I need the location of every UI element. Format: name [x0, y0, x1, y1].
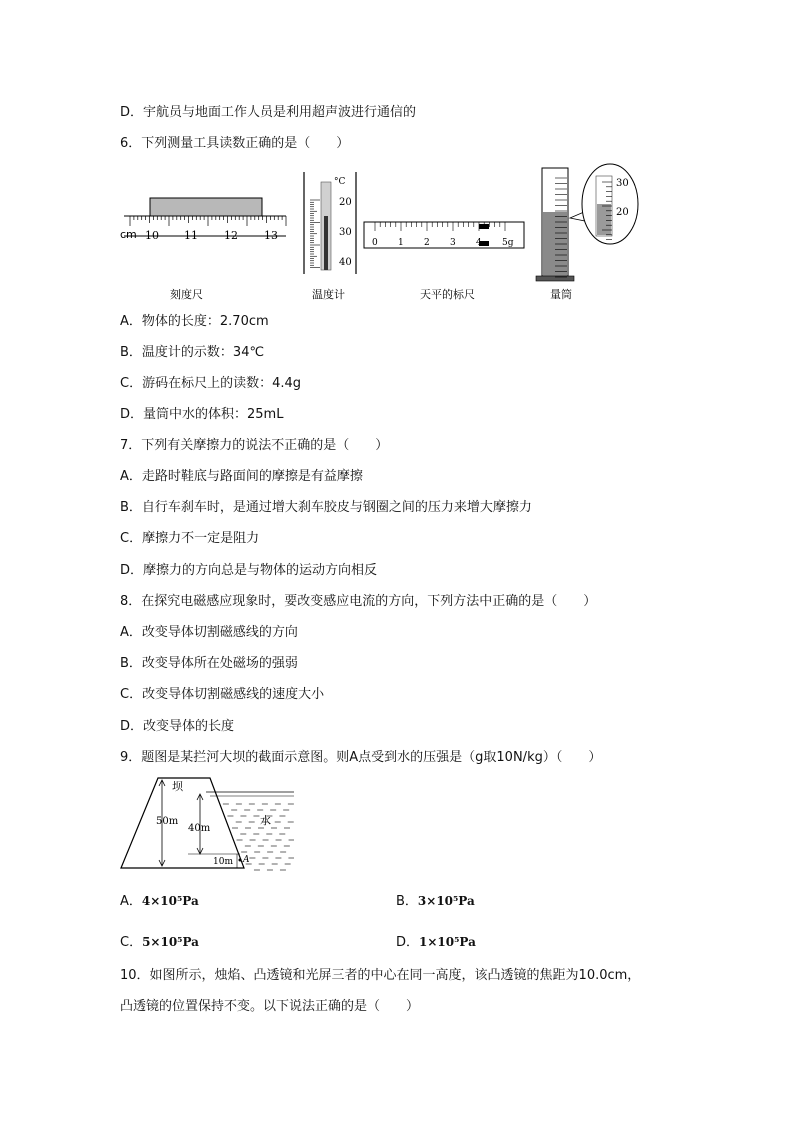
q9-option-d [396, 933, 476, 952]
q8-option-b: B．改变导体所在处磁场的强弱 [120, 656, 298, 671]
q5-option-d: D．宇航员与地面工作人员是利用超声波进行通信的 [120, 105, 417, 120]
ruler-caption: 刻度尺 [170, 288, 203, 301]
q6-option-b: B．温度计的示数：34℃ [120, 345, 265, 360]
q10-stem-line2: 凸透镜的位置保持不变。以下说法正确的是（ ） [120, 999, 420, 1014]
dam-label: 坝 [172, 780, 183, 793]
q9-option-b-value: 3×10⁵Pa [417, 894, 475, 908]
point-height-label: 10m [213, 857, 233, 867]
thermometer-caption: 温度计 [312, 288, 345, 301]
cylinder-zoom-tick-label: 30 [616, 178, 629, 189]
q9-option-a-value: 4×10⁵Pa [141, 894, 199, 908]
balance-scale-figure [364, 222, 524, 301]
water-depth-label: 40m [188, 823, 211, 834]
thermometer-tick-label: 20 [339, 197, 352, 208]
ruler-unit: cm [120, 228, 137, 241]
q7-option-c: C．摩擦力不一定是阻力 [120, 531, 260, 546]
ruler-tick-label: 10 [145, 229, 159, 242]
ruler-tick-label: 13 [264, 229, 278, 242]
cylinder-figure [536, 164, 638, 301]
q10-stem-line1: 10．如图所示，烛焰、凸透镜和光屏三者的中心在同一高度，该凸透镜的焦距为10.0cm， [120, 968, 641, 983]
q7-stem: 7．下列有关摩擦力的说法不正确的是（ ） [120, 438, 389, 453]
q8-option-a: A．改变导体切割磁感线的方向 [120, 625, 298, 640]
water-label: 水 [260, 814, 271, 827]
q8-option-c: C．改变导体切割磁感线的速度大小 [120, 687, 325, 702]
q9-option-a [120, 892, 199, 911]
ruler-tick-label: 12 [224, 229, 238, 242]
scale-tick-label: 3 [450, 238, 456, 248]
q8-option-d: D．改变导体的长度 [120, 719, 235, 734]
q7-option-d: D．摩擦力的方向总是与物体的运动方向相反 [120, 563, 378, 578]
point-a-label: A [243, 855, 250, 865]
q6-figure [118, 160, 678, 310]
scale-caption: 天平的标尺 [420, 288, 475, 301]
q7-option-b: B．自行车刹车时，是通过增大刹车胶皮与钢圈之间的压力来增大摩擦力 [120, 500, 532, 515]
cylinder-zoom-tick-label: 20 [616, 207, 629, 218]
q9-option-b [396, 892, 475, 911]
scale-tick-label: 5g [502, 238, 514, 248]
q9-stem: 9．题图是某拦河大坝的截面示意图。则A点受到水的压强是（g取10N/kg）（ ） [120, 750, 602, 765]
thermometer-tick-label: 40 [339, 257, 352, 268]
dam-figure [118, 774, 308, 874]
thermometer-tick-label: 30 [339, 227, 352, 238]
q6-stem: 6．下列测量工具读数正确的是（ ） [120, 136, 350, 151]
q7-option-a: A．走路时鞋底与路面间的摩擦是有益摩擦 [120, 469, 363, 484]
q9-option-c [120, 933, 199, 952]
ruler-tick-label: 11 [184, 229, 198, 242]
q9-option-d-value: 1×10⁵Pa [419, 935, 476, 949]
q9-option-d-letter: D． [396, 935, 420, 950]
dam-height-label: 50m [156, 816, 179, 827]
cylinder-caption: 量筒 [550, 288, 572, 301]
scale-tick-label: 2 [424, 238, 430, 248]
q6-option-c: C．游码在标尺上的读数：4.4g [120, 376, 302, 391]
ruler-figure [120, 198, 286, 301]
q6-option-d: D．量筒中水的体积：25mL [120, 407, 284, 422]
scale-tick-label: 4 [476, 238, 482, 248]
thermometer-unit: °C [334, 177, 346, 187]
scale-tick-label: 1 [398, 238, 404, 248]
thermometer-figure [304, 172, 356, 301]
q8-stem: 8．在探究电磁感应现象时，要改变感应电流的方向，下列方法中正确的是（ ） [120, 594, 597, 609]
q9-option-b-letter: B． [396, 894, 418, 909]
q9-option-a-letter: A． [120, 894, 142, 909]
q9-option-c-value: 5×10⁵Pa [142, 935, 199, 949]
scale-tick-label: 0 [372, 238, 378, 248]
q6-option-a: A．物体的长度：2.70cm [120, 314, 269, 329]
q9-option-c-letter: C． [120, 935, 143, 950]
